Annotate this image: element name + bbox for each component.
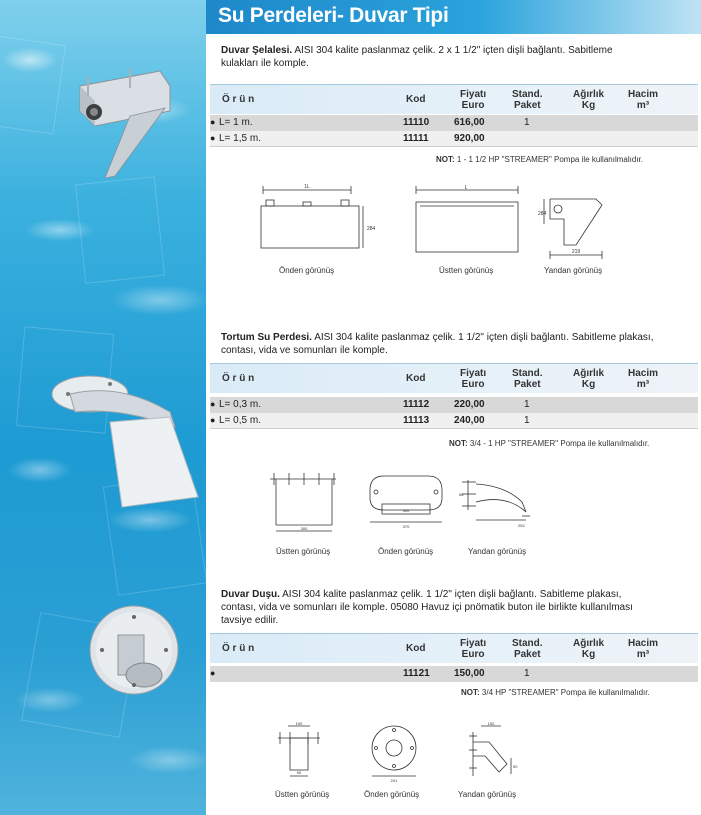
price-cell: 920,00 [454, 133, 485, 144]
page-title: Su Perdeleri- Duvar Tipi [218, 4, 449, 27]
pump-note: NOT: 3/4 - 1 HP "STREAMER" Pompa ile kullanılmalıdır. [449, 439, 650, 448]
description-line: tavsiye edilir. [221, 615, 279, 626]
dim-label: 90 [296, 770, 302, 775]
table-row: ● L= 1 m. 11110 616,00 1 [210, 115, 698, 131]
table-row: ● L= 0,5 m. 11113 240,00 1 [210, 413, 698, 429]
dim-label: 152 [487, 721, 495, 726]
kod-cell: 11110 [403, 117, 430, 128]
dim-label: 219 [571, 249, 581, 255]
section-description [221, 331, 681, 357]
col-kod: Kod [406, 373, 426, 384]
top-view-drawing [274, 720, 324, 782]
col-fiyat: Fiyatı Euro [460, 638, 487, 660]
kod-cell: 11121 [403, 668, 430, 679]
front-view-drawing [364, 470, 449, 535]
col-urun: Ö r ü n [222, 643, 255, 654]
col-agirlik: Ağırlık Kg [573, 638, 605, 660]
product-cell: L= 1,5 m. [219, 133, 261, 144]
dim-label: 1L [304, 184, 310, 190]
col-stand: Stand. Paket [512, 89, 543, 111]
product-cell: L= 1 m. [219, 117, 253, 128]
section-duvar-dusu [206, 580, 701, 815]
col-fiyat: Fiyatı Euro [460, 368, 487, 390]
dim-label: L [464, 185, 468, 191]
col-fiyat: Fiyatı Euro [460, 89, 487, 111]
top-view-drawing [406, 184, 531, 259]
page-title-bar [206, 0, 701, 34]
kod-cell: 11113 [403, 415, 430, 426]
stand-cell: 1 [524, 399, 530, 410]
dim-label: 100 [295, 721, 303, 726]
section-duvar-selalesi [206, 34, 701, 284]
dim-label: 284 [538, 211, 547, 217]
caption-side-view: Yandan görünüş [544, 266, 603, 275]
side-view-drawing [461, 720, 521, 785]
col-agirlik: Ağırlık Kg [573, 368, 605, 390]
description-line: AISI 304 kalite paslanmaz çelik. 2 x 1 1/2" içten dişli bağlantı. Sabitleme [294, 45, 613, 56]
tortum-curtain-photo [50, 372, 200, 512]
price-cell: 150,00 [454, 668, 485, 679]
caption-front-view: Önden görünüş [378, 547, 434, 556]
dim-label: 241 [390, 778, 398, 783]
wall-shower-photo [82, 605, 192, 705]
price-cell: 616,00 [454, 117, 485, 128]
pump-note: NOT: 1 - 1 1/2 HP "STREAMER" Pompa ile kullanılmalıdır. [436, 155, 643, 164]
description-line: AISI 304 kalite paslanmaz çelik. 1 1/2" içten dişli bağlantı. Sabitleme plakası, [314, 332, 654, 343]
dim-label: 370 [402, 524, 410, 529]
dim-label: 90 [513, 764, 518, 769]
caption-top-view: Üstten görünüş [276, 547, 331, 556]
stand-cell: 1 [524, 117, 530, 128]
section-title: Duvar Şelalesi. [221, 45, 293, 56]
section-description [221, 44, 681, 70]
kod-cell: 11111 [403, 133, 429, 144]
description-line: AISI 304 kalite paslanmaz çelik. 1 1/2" içten dişli bağlantı. Sabitleme plakası, [282, 589, 622, 600]
dim-label: 252 [518, 523, 525, 528]
col-hacim: Hacim m³ [628, 638, 659, 660]
description-line: contası, vida ve somunları ile komple. 05080 Havuz içi pnömatik buton ile birlikte kullanılması [221, 602, 633, 613]
table-header [210, 363, 698, 393]
stand-cell: 1 [524, 668, 530, 679]
dim-label: 68 [459, 492, 464, 497]
section-description [221, 588, 681, 627]
product-cell: L= 0,5 m. [219, 415, 261, 426]
front-view-drawing [251, 182, 376, 257]
kod-cell: 11112 [403, 399, 430, 410]
caption-side-view: Yandan görünüş [458, 790, 517, 799]
col-stand: Stand. Paket [512, 368, 543, 390]
col-urun: Ö r ü n [222, 94, 255, 105]
wall-waterfall-photo [70, 66, 180, 186]
table-row: ● L= 0,3 m. 11112 220,00 1 [210, 397, 698, 413]
section-title: Duvar Duşu. [221, 589, 280, 600]
top-view-drawing [264, 467, 344, 542]
dim-label: 300 [300, 526, 308, 531]
dim-label: 300 [402, 508, 410, 513]
side-view-drawing [536, 189, 616, 269]
caption-front-view: Önden görünüş [279, 266, 335, 275]
col-urun: Ö r ü n [222, 373, 255, 384]
col-hacim: Hacim m³ [628, 89, 659, 111]
section-title: Tortum Su Perdesi. [221, 332, 312, 343]
side-view-drawing [456, 472, 541, 537]
table-row: ● L= 1,5 m. 11111 920,00 [210, 131, 698, 147]
description-line: contası, vida ve somunları ile komple. [221, 345, 388, 356]
pool-water-background [0, 0, 206, 815]
caption-front-view: Önden görünüş [364, 790, 420, 799]
price-cell: 220,00 [454, 399, 485, 410]
table-header [210, 84, 698, 114]
table-row: ● 11121 150,00 1 [210, 666, 698, 682]
stand-cell: 1 [524, 415, 530, 426]
product-cell: L= 0,3 m. [219, 399, 261, 410]
description-line: kulakları ile komple. [221, 58, 309, 69]
price-cell: 240,00 [454, 415, 485, 426]
front-view-drawing [364, 720, 424, 785]
table-header [210, 633, 698, 663]
section-tortum-su-perdesi [206, 322, 701, 562]
caption-top-view: Üstten görünüş [275, 790, 330, 799]
col-hacim: Hacim m³ [628, 368, 659, 390]
caption-side-view: Yandan görünüş [468, 547, 527, 556]
col-kod: Kod [406, 94, 426, 105]
dim-label: 284 [367, 226, 376, 232]
pump-note: NOT: 3/4 HP "STREAMER" Pompa ile kullanılmalıdır. [461, 688, 650, 697]
col-agirlik: Ağırlık Kg [573, 89, 605, 111]
caption-top-view: Üstten görünüş [439, 266, 494, 275]
col-kod: Kod [406, 643, 426, 654]
col-stand: Stand. Paket [512, 638, 543, 660]
